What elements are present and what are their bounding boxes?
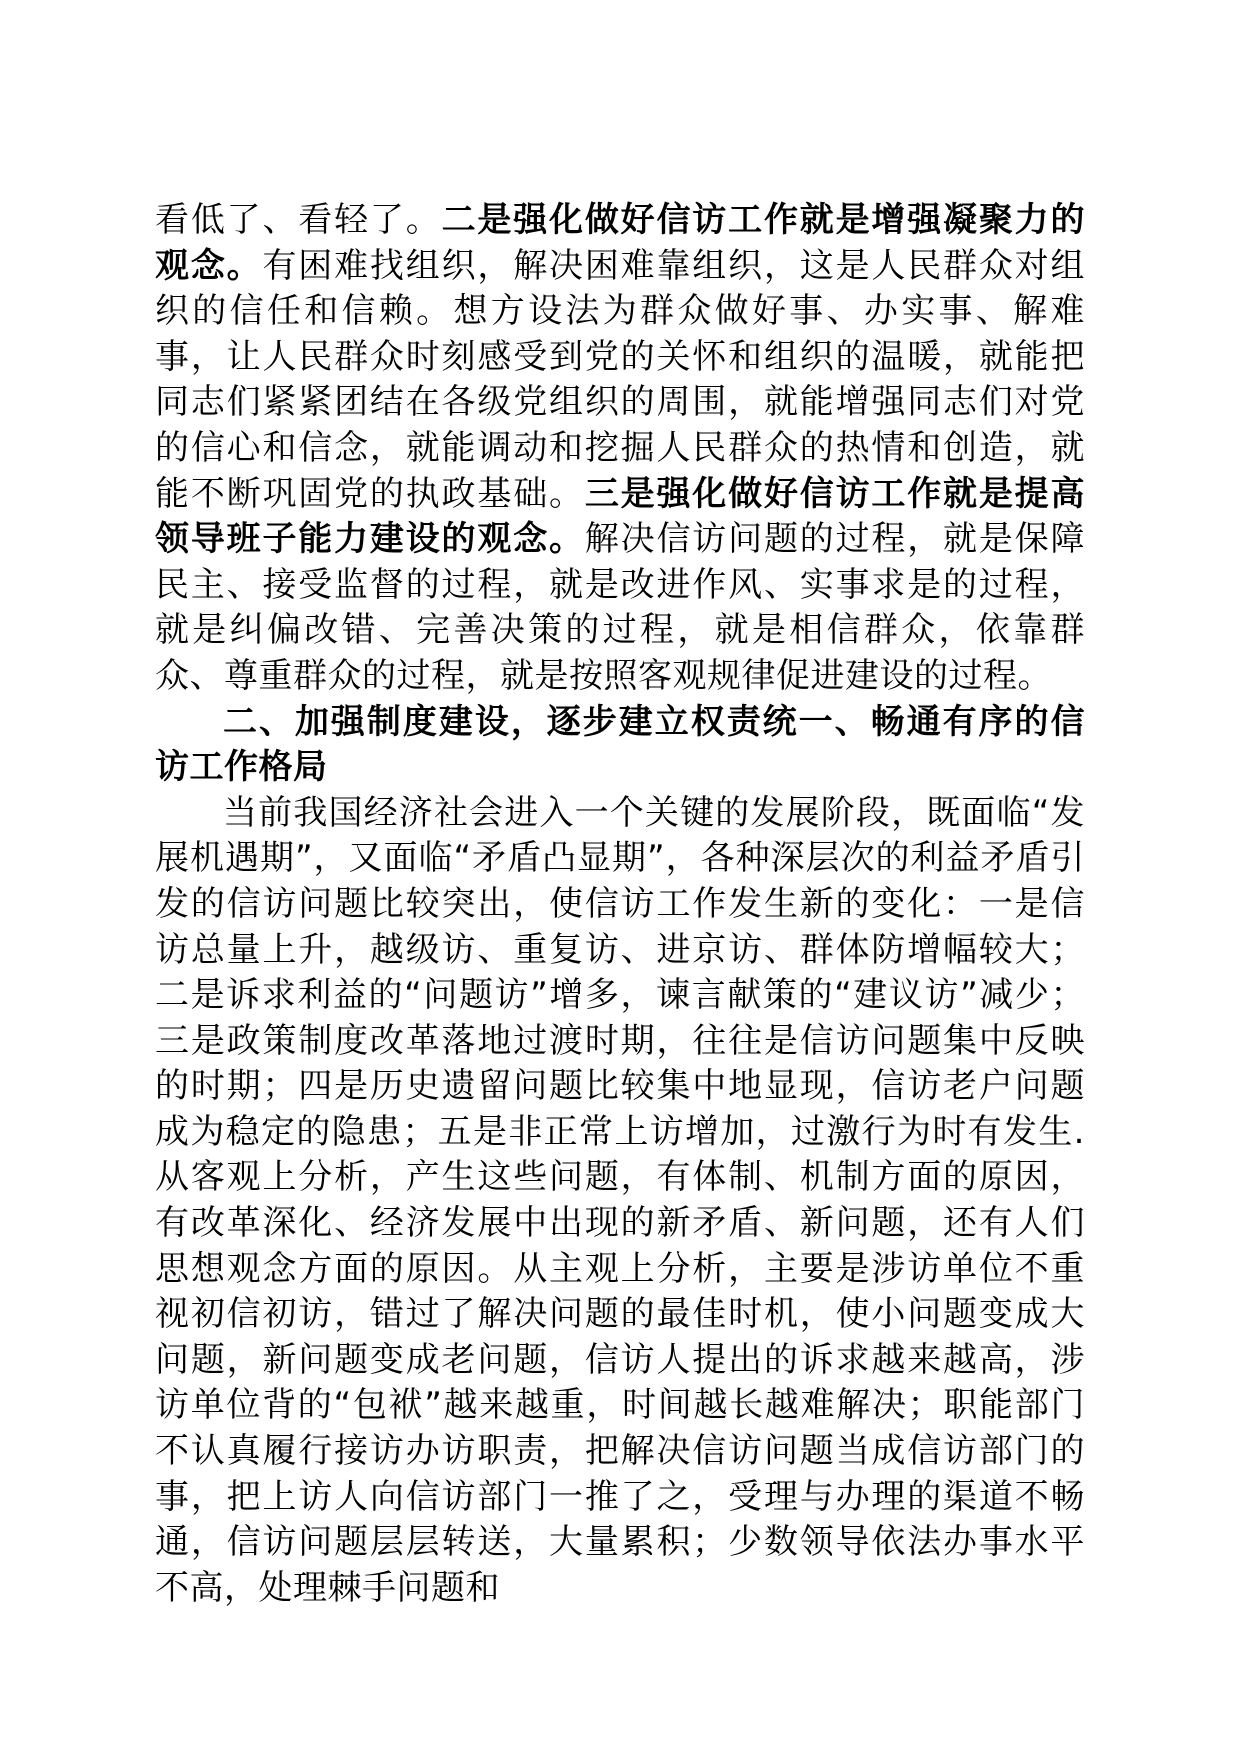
bold-point-two: 二是强化做好信访工作就是增强凝聚力的观念。 — [155, 200, 1086, 286]
paragraph-text: 有困难找组织，解决困难靠组织，这是人民群众对组织的信任和信赖。想方设法为群众做好事、办实事、解难事，让人民群众时刻感受到党的关怀和组织的温暖，就能把同志们紧紧团结在各级党组织的周围，就能增强同志们对党的信心和信念，就能调动和挖掘人民群众的热情和创造，就能不断巩固党的执政基础。 — [155, 245, 1086, 514]
section-heading: 二、加强制度建设，逐步建立权责统一、畅通有序的信访工作格局 — [155, 701, 1085, 788]
paragraph-continuation — [155, 198, 1085, 700]
document-body — [155, 198, 1085, 1611]
paragraph-text: 解决信访问题的过程，就是保障民主、接受监督的过程，就是改进作风、实事求是的过程，就是纠偏改错、完善决策的过程，就是相信群众，依靠群众、尊重群众的过程，就是按照客观规律促进建设的过程。 — [155, 519, 1086, 696]
paragraph-current-situation: 当前我国经济社会进入一个关键的发展阶段，既面临“发展机遇期”，又面临“矛盾凸显期”，各种深层次的利益矛盾引发的信访问题比较突出，使信访工作发生新的变化：一是信访总量上升，越级访、重复访、进京访、群体防增幅较大；二是诉求利益的“问题访”增多，谏言献策的“建议访”减少；三是政策制度改革落地过渡时期，往往是信访问题集中反映的时期；四是历史遗留问题比较集中地显现，信访老户问题成为稳定的隐患；五是非正常上访增加，过激行为时有发生.从客观上分析，产生这些问题，有体制、机制方面的原因，有改革深化、经济发展中出现的新矛盾、新问题，还有人们思想观念方面的原因。从主观上分析，主要是涉访单位不重视初信初访，错过了解决问题的最佳时机，使小问题变成大问题，新问题变成老问题，信访人提出的诉求越来越高，涉访单位背的“包袱”越来越重，时间越长越难解决；职能部门不认真履行接访办访职责，把解决信访问题当成信访部门的事，把上访人向信访部门一推了之，受理与办理的渠道不畅通，信访问题层层转送，大量累积；少数领导依法办事水平不高，处理棘手问题和 — [155, 792, 1085, 1608]
bold-point-three: 三是强化做好信访工作就是提高领导班子能力建设的观念。 — [155, 473, 1086, 560]
paragraph-text: 看低了、看轻了。 — [155, 200, 442, 240]
